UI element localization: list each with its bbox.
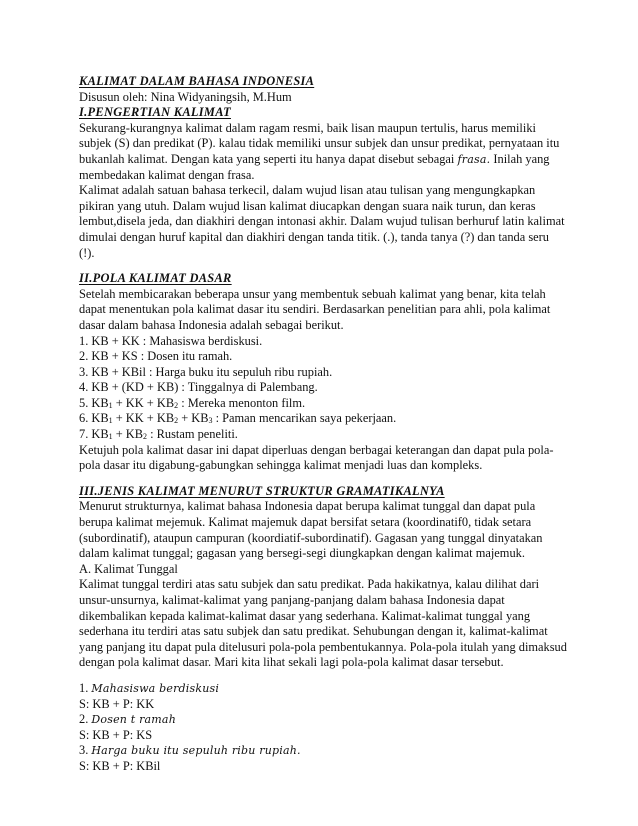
pattern-text: + KB bbox=[112, 427, 144, 442]
subscript: 2 bbox=[174, 400, 179, 410]
example-list bbox=[79, 681, 567, 775]
example-pattern: S: KB + P: KS bbox=[79, 727, 153, 742]
example-pattern: S: KB + P: KK bbox=[79, 696, 155, 711]
subsection-a-heading: A. Kalimat Tunggal bbox=[79, 561, 178, 576]
pattern-text: 6. KB bbox=[79, 411, 109, 426]
pattern-text: 5. KB bbox=[79, 395, 109, 410]
paragraph-text: Sekurang-kurangnya kalimat dalam ragam resmi, baik lisan maupun tertulis, harus memiliki subjek (S) dan predikat (P). kalau tidak memiliki unsur subjek dan unsur predikat, pernyataan itu bukanlah kalimat. Dengan kata yang seperti itu hanya dapat disebut sebagai bbox=[79, 120, 560, 166]
subscript: 2 bbox=[174, 416, 179, 426]
document-page bbox=[79, 74, 567, 775]
example-number: 2. bbox=[79, 712, 92, 727]
pattern-list bbox=[79, 334, 567, 443]
paragraph-text: Inilah yang membedakan kalimat dengan frasa. bbox=[79, 151, 550, 182]
section-1-paragraph-1 bbox=[79, 121, 567, 183]
section-2-heading: II.POLA KALIMAT DASAR bbox=[79, 271, 232, 286]
subscript: 1 bbox=[108, 400, 113, 410]
section-2-closing: Ketujuh pola kalimat dasar ini dapat diperluas dengan berbagai keterangan dan dapat pula pola-pola dasar itu digabung-gabungkan sehingga kalimat menjadi luas dan kompleks. bbox=[79, 442, 554, 473]
example-text: Harga buku itu sepuluh ribu rupiah. bbox=[91, 744, 301, 758]
pattern-item: 2. KB + KS : Dosen itu ramah. bbox=[79, 349, 233, 364]
section-2-intro: Setelah membicarakan beberapa unsur yang membentuk sebuah kalimat yang benar, kita telah dapat menentukan pola kalimat dasar itu sendiri. Berdasarkan penelitian para ahli, pola kalimat dasar dalam bahasa Indonesia adalah sebagai berikut. bbox=[79, 286, 551, 332]
pattern-item: 3. KB + KBil : Harga buku itu sepuluh ribu rupiah. bbox=[79, 364, 333, 379]
pattern-item bbox=[79, 396, 567, 412]
pattern-item bbox=[79, 411, 567, 427]
pattern-text: : Rustam peneliti. bbox=[147, 427, 238, 442]
document-title: KALIMAT DALAM BAHASA INDONESIA bbox=[79, 74, 315, 88]
section-1-paragraph-2: Kalimat adalah satuan bahasa terkecil, dalam wujud lisan atau tulisan yang mengungkapkan pikiran yang utuh. Dalam wujud lisan kalimat diucapkan dengan suara naik turun, dan keras lembut,disela jeda, dan diakhiri dengan intonasi akhir. Dalam wujud tulisan berhuruf latin kalimat dimulai dengan huruf kapital dan diakhiri dengan tanda titik. (.), tanda tanya (?) dan tanda seru (!). bbox=[79, 183, 565, 260]
subscript: 1 bbox=[108, 432, 113, 442]
section-1-heading: I.PENGERTIAN KALIMAT bbox=[79, 105, 231, 120]
frasa-term: frasa. bbox=[457, 152, 491, 166]
example-number: 3. bbox=[79, 743, 92, 758]
pattern-text: + KK + KB bbox=[112, 411, 175, 426]
section-3-intro: Menurut strukturnya, kalimat bahasa Indonesia dapat berupa kalimat tunggal dan dapat pula berupa kalimat mejemuk. Kalimat majemuk dapat bersifat setara (koordinatif0, tidak setara (subordinatif), ataupun campuran (koordiatif-subordinatif). Gagasan yang tunggal dinyatakan dalam kalimat tunggal; gagasan yang bersegi-segi diungkapkan dengan kalimat majemuk. bbox=[79, 499, 543, 561]
pattern-item: 4. KB + (KD + KB) : Tinggalnya di Palembang. bbox=[79, 380, 318, 395]
example-sentence bbox=[79, 743, 567, 759]
example-pattern: S: KB + P: KBil bbox=[79, 758, 161, 773]
pattern-text: : Mereka menonton film. bbox=[178, 395, 306, 410]
author-line: Disusun oleh: Nina Widyaningsih, M.Hum bbox=[79, 89, 292, 104]
subscript: 3 bbox=[208, 416, 213, 426]
example-text: Dosen t ramah bbox=[91, 713, 176, 727]
pattern-item: 1. KB + KK : Mahasiswa berdiskusi. bbox=[79, 333, 263, 348]
example-sentence bbox=[79, 681, 567, 697]
example-text: Mahasiswa berdiskusi bbox=[91, 681, 220, 695]
pattern-text: + KK + KB bbox=[112, 395, 175, 410]
section-3-heading: III.JENIS KALIMAT MENURUT STRUKTUR GRAMATIKALNYA bbox=[79, 483, 445, 498]
example-number: 1. bbox=[79, 680, 92, 695]
example-sentence bbox=[79, 712, 567, 728]
pattern-text: 7. KB bbox=[79, 427, 109, 442]
subsection-a-text: Kalimat tunggal terdiri atas satu subjek dan satu predikat. Pada hakikatnya, kalau dilihat dari unsur-unsurnya, kalimat-kalimat yang panjang-panjang dalam bahasa Indonesia dapat dikembalikan kepada kalimat-kalimat dasar yang sederhana. Kalimat-kalimat tunggal yang sederhana itu terdiri atas satu subjek dan satu predikat. Sehubungan dengan it, kalimat-kalimat yang panjang itu dapat pula ditelusuri pola-pola pembentukannya. Pola-pola itulah yang dimaksud dengan pola kalimat dasar. Mari kita lihat sekali lagi pola-pola kalimat dasar tersebut. bbox=[79, 577, 567, 670]
pattern-text: : Paman mencarikan saya pekerjaan. bbox=[212, 411, 397, 426]
pattern-item bbox=[79, 427, 567, 443]
pattern-text: + KB bbox=[178, 411, 209, 426]
subscript: 2 bbox=[143, 432, 148, 442]
subscript: 1 bbox=[108, 416, 113, 426]
